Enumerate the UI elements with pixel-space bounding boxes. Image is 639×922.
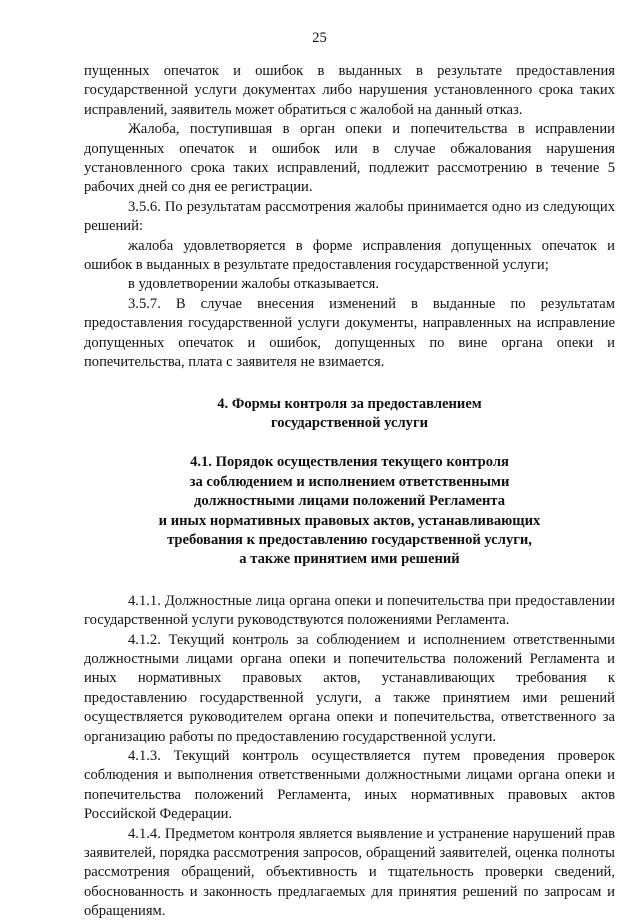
section-4-1-heading-line: и иных нормативных правовых актов, устанавливающих: [158, 512, 541, 529]
section-4-1-heading: [84, 453, 615, 569]
section-4-heading-line: 4. Формы контроля за предоставлением: [217, 395, 482, 412]
section-4-1-heading-line: за соблюдением и исполнением ответственными: [189, 473, 510, 490]
paragraph-complaint-review: Жалоба, поступившая в орган опеки и попечительства в исправлении допущенных опечаток и ошибок или в случае обжалования нарушения установленного срока таких исправлений, подлежит рассмотрению в течение 5 рабочих дней со дня ее регистрации.: [84, 121, 615, 196]
section-4-1-heading-line: требования к предоставлению государственной услуги,: [167, 531, 532, 548]
section-4-heading: [84, 395, 615, 434]
section-4-1-heading-line: а также принятием ими решений: [239, 551, 460, 568]
document-body: [84, 62, 615, 922]
paragraph-continuation: пущенных опечаток и ошибок в выданных в результате предоставления государственной услуги документах либо нарушения установленного срока таких исправлений, заявитель может обратиться с жалобой на данный отказ.: [84, 63, 615, 118]
paragraph-4-1-2: 4.1.2. Текущий контроль за соблюдением и исполнением ответственными должностными лицами органа опеки и попечительства положений Регламента и иных нормативных правовых актов, устанавливающих требования к предоставлению государственной услуги, а также принятием ими решений осуществляется руководителем органа опеки и попечительства, ответственного за организацию работы по предоставлению государственной услуги.: [84, 631, 615, 745]
section-4-heading-line: государственной услуги: [270, 414, 429, 431]
paragraph-decision-satisfy: жалоба удовлетворяется в форме исправления допущенных опечаток и ошибок в выданных в результате предоставления государственной услуги;: [84, 237, 615, 274]
page-number: 25: [312, 30, 327, 46]
section-4-1-heading-line: 4.1. Порядок осуществления текущего контроля: [190, 454, 509, 471]
section-4-1-heading-line: должностными лицами положений Регламента: [193, 493, 506, 510]
paragraph-4-1-3: 4.1.3. Текущий контроль осуществляется путем проведения проверок соблюдения и выполнения ответственными должностными лицами органа опеки и попечительства положений Регламента, иных нормативных правовых актов Российской Федерации.: [84, 748, 615, 823]
paragraph-4-1-1: 4.1.1. Должностные лица органа опеки и попечительства при предоставлении государственной услуги руководствуются положениями Регламента.: [84, 592, 615, 629]
paragraph-4-1-4: 4.1.4. Предметом контроля является выявление и устранение нарушений прав заявителей, порядка рассмотрения запросов, обращений заявителей, оценка полноты рассмотрения обращений, объективность и тщательность проверки сведений, обоснованность и законность предлагаемых для принятия решений по запросам и обращениям.: [84, 825, 615, 920]
paragraph-3-5-6: 3.5.6. По результатам рассмотрения жалобы принимается одно из следующих решений:: [84, 198, 615, 235]
paragraph-3-5-7: 3.5.7. В случае внесения изменений в выданные по результатам предоставления государственной услуги документы, направленных на исправление допущенных опечаток и ошибок, допущенных по вине органа опеки и попечительства, плата с заявителя не взимается.: [84, 295, 615, 371]
paragraph-decision-refuse: в удовлетворении жалобы отказывается.: [128, 276, 380, 293]
